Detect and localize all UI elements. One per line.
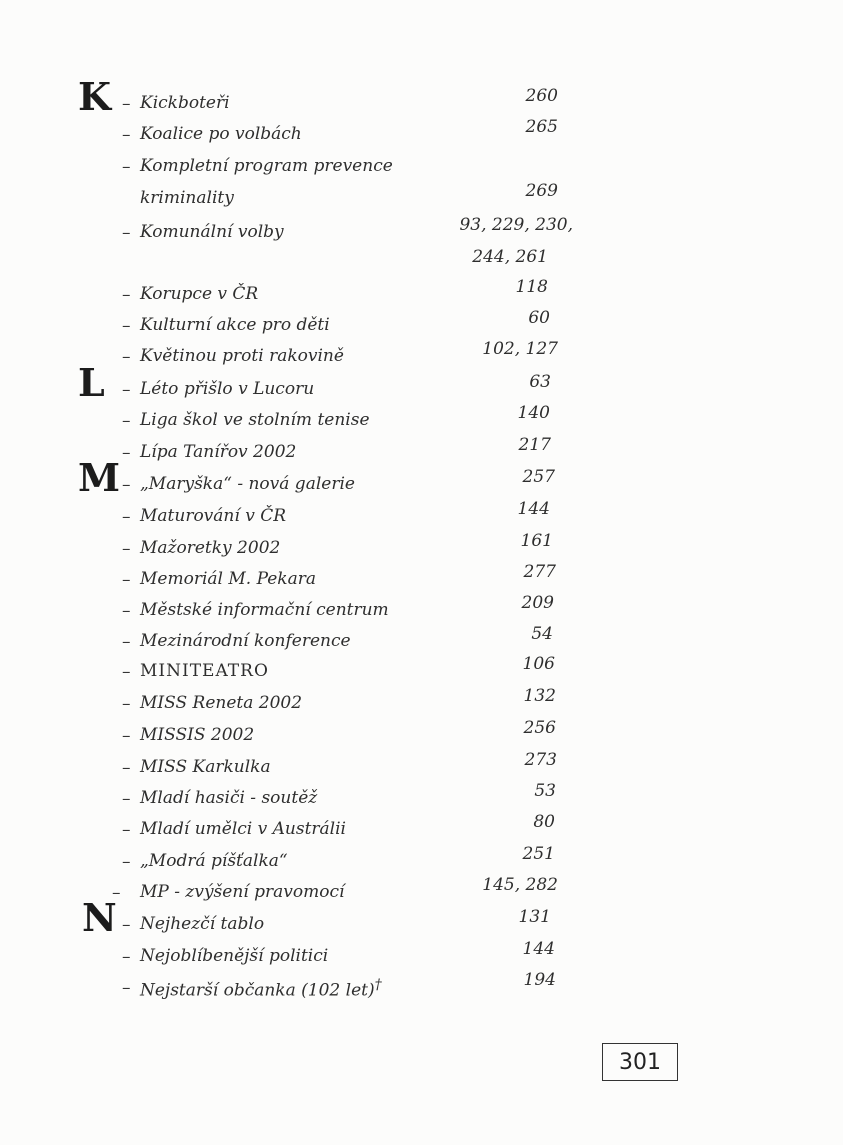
entry-label: Memoriál M. Pekara (140, 569, 317, 589)
entry-dash: – (122, 347, 131, 367)
entry-label: Korupce v ČR (140, 284, 259, 304)
index-entry (0, 403, 843, 439)
index-entry (0, 875, 843, 911)
entry-pages: 102, 127 (482, 339, 558, 359)
entry-dash: – (122, 285, 131, 305)
index-entry (0, 939, 843, 975)
entry-label: Kompletní program prevence (140, 156, 393, 176)
entry-dash: – (122, 820, 131, 840)
index-entry (0, 844, 843, 880)
entry-pages: 145, 282 (482, 875, 558, 895)
entry-pages: 131 (518, 907, 551, 927)
entry-label: Liga škol ve stolním tenise (140, 410, 370, 430)
index-entry (0, 895, 843, 943)
entry-label: MISS Karkulka (140, 757, 271, 777)
entry-label: Kulturní akce pro děti (140, 315, 330, 335)
entry-dash: – (122, 125, 131, 145)
entry-pages: 256 (523, 718, 556, 738)
group-letter-m: M (78, 455, 121, 500)
index-entry (0, 435, 843, 471)
index-entry (0, 593, 843, 629)
entry-pages: 80 (533, 812, 555, 832)
entry-dash: – (112, 883, 121, 903)
entry-dash: – (122, 443, 131, 463)
entry-dash: – (122, 789, 131, 809)
group-letter-k: K (78, 74, 112, 119)
group-letter-l: L (78, 360, 105, 405)
index-entry (0, 654, 843, 690)
deceased-mark: † (374, 977, 382, 993)
index-entry (0, 686, 843, 722)
entry-pages: 265 (525, 117, 558, 137)
entry-dash: – (122, 758, 131, 778)
entry-dash: – (122, 947, 131, 967)
entry-label: Léto přišlo v Lucoru (140, 379, 315, 399)
entry-dash: – (122, 223, 131, 243)
index-entry (0, 74, 843, 122)
index-entry (0, 499, 843, 535)
index-entry (0, 624, 843, 660)
index-entry (0, 339, 843, 375)
entry-label: Mladí hasiči - soutěž (140, 788, 318, 808)
entry-pages: 132 (523, 686, 556, 706)
entry-label: MP - zvýšení pravomocí (140, 882, 345, 902)
entry-pages: 161 (520, 531, 553, 551)
entry-pages: 118 (515, 277, 548, 297)
entry-dash: – (122, 694, 131, 714)
entry-pages: 54 (531, 624, 553, 644)
page-number-box (602, 1043, 678, 1081)
entry-pages: 106 (522, 654, 555, 674)
index-entry (0, 215, 843, 267)
entry-dash: – (122, 507, 131, 527)
entry-label: MISSIS 2002 (140, 725, 255, 745)
entry-label: Koalice po volbách (140, 124, 302, 144)
entry-label: Nejhezčí tablo (140, 914, 265, 934)
group-letter-n: N (82, 895, 117, 940)
entry-pages: 217 (518, 435, 551, 455)
entry-label: Mladí umělci v Austrálii (140, 819, 346, 839)
entry-pages: 144 (522, 939, 555, 959)
entry-dash: – (122, 475, 131, 495)
entry-dash: – (122, 316, 131, 336)
entry-pages: 194 (523, 970, 556, 990)
index-entry (0, 308, 843, 344)
entry-dash: – (122, 539, 131, 559)
entry-dash: – (122, 978, 131, 998)
index-entry (0, 155, 843, 185)
index-entry (0, 718, 843, 754)
entry-pages: 209 (521, 593, 554, 613)
index-entry (0, 360, 843, 408)
entry-pages-continued: 244, 261 (472, 247, 548, 267)
entry-pages: 63 (529, 372, 551, 392)
entry-label: Kickboteři (140, 93, 230, 113)
entry-pages: 251 (522, 844, 555, 864)
entry-pages: 140 (517, 403, 550, 423)
entry-dash: – (122, 157, 131, 177)
entry-pages: 269 (525, 181, 558, 201)
entry-label (140, 977, 382, 1001)
entry-label: Květinou proti rakovině (140, 346, 344, 366)
index-entry (0, 970, 843, 1006)
entry-pages: 273 (524, 750, 557, 770)
entry-label: „Modrá píšťalka“ (140, 851, 288, 871)
index-entry (0, 277, 843, 313)
entry-label: Mažoretky 2002 (140, 538, 281, 558)
entry-label-continued: kriminality (140, 188, 234, 208)
entry-dash: – (122, 915, 131, 935)
index-entry-continued (0, 181, 843, 217)
index-entry (0, 531, 843, 567)
entry-label: Městské informační centrum (140, 600, 389, 620)
entry-label: Nejoblíbenější politici (140, 946, 329, 966)
entry-pages: 260 (525, 86, 558, 106)
entry-dash: – (122, 570, 131, 590)
entry-label: MISS Reneta 2002 (140, 693, 303, 713)
entry-dash: – (122, 94, 131, 114)
entry-dash: – (122, 662, 131, 682)
entry-pages: 257 (522, 467, 555, 487)
entry-pages: 277 (523, 562, 556, 582)
entry-dash: – (122, 726, 131, 746)
index-entry (0, 562, 843, 598)
entry-pages: 144 (517, 499, 550, 519)
entry-label: „Maryška“ - nová galerie (140, 474, 355, 494)
index-entry (0, 812, 843, 848)
entry-label: Lípa Tanířov 2002 (140, 442, 297, 462)
index-entry (0, 781, 843, 817)
entry-dash: – (122, 632, 131, 652)
index-entry (0, 455, 843, 503)
entry-pages: 53 (534, 781, 556, 801)
entry-label: MINITEATRO (140, 661, 269, 681)
entry-pages: 60 (528, 308, 550, 328)
index-entry (0, 117, 843, 153)
entry-label: Maturování v ČR (140, 506, 287, 526)
page-number: 301 (619, 1049, 661, 1075)
entry-dash: – (122, 411, 131, 431)
entry-label: Komunální volby (140, 222, 284, 242)
index-entry (0, 750, 843, 786)
entry-dash: – (122, 852, 131, 872)
entry-label-text: Nejstarší občanka (102 let) (140, 980, 375, 1001)
entry-dash: – (122, 601, 131, 621)
entry-label: Mezinárodní konference (140, 631, 351, 651)
entry-pages: 93, 229, 230, (459, 215, 573, 235)
entry-dash: – (122, 380, 131, 400)
